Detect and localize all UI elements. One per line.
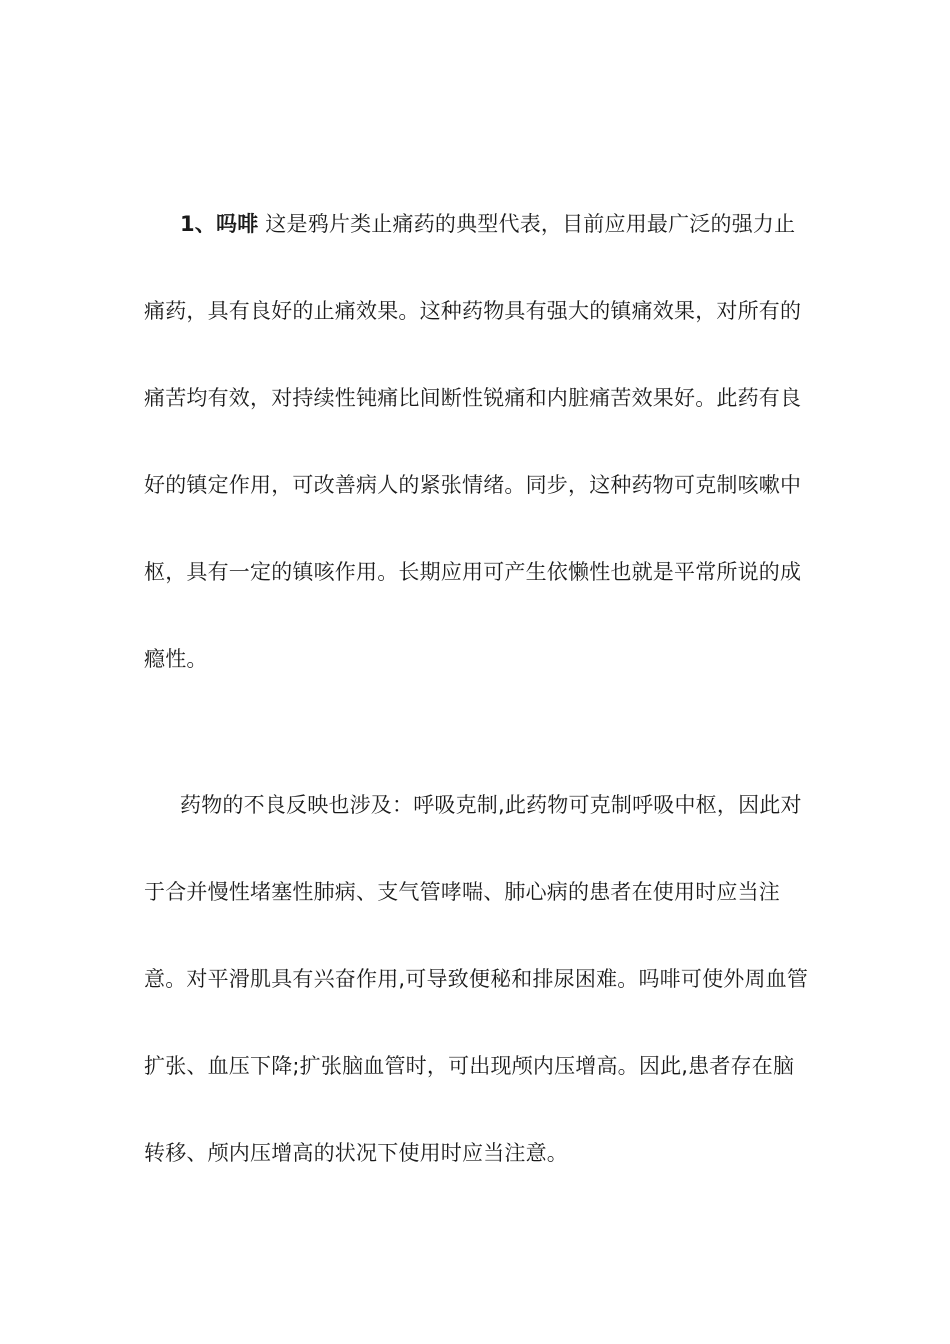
paragraph-adverse-reactions-text: 药物的不良反映也涉及：呼吸克制,此药物可克制呼吸中枢，因此对于合并慢性堵塞性肺病、支气管哮喘、肺心病的患者在使用时应当注意。对平滑肌具有兴奋作用,可导致便秘和排尿困难。吗啡可使外周血管扩张、血压下降;扩张脑血管时，可出现颅内压增高。因此,患者存在脑转移、颅内压增高的状况下使用时应当注意。 bbox=[144, 793, 809, 1165]
drug-term-heading: 1、吗啡 bbox=[180, 212, 259, 236]
paragraph-morphine-overview-text: 这是鸦片类止痛药的典型代表，目前应用最广泛的强力止痛药，具有良好的止痛效果。这种药物具有强大的镇痛效果，对所有的痛苦均有效，对持续性钝痛比间断性锐痛和内脏痛苦效果好。此药有良好的镇定作用，可改善病人的紧张情绪。同步，这种药物可克制咳嗽中枢，具有一定的镇咳作用。长期应用可产生依懒性也就是平常所说的成瘾性。 bbox=[144, 212, 802, 671]
paragraph-adverse-reactions bbox=[144, 762, 814, 1197]
paragraph-morphine-overview bbox=[144, 181, 814, 703]
